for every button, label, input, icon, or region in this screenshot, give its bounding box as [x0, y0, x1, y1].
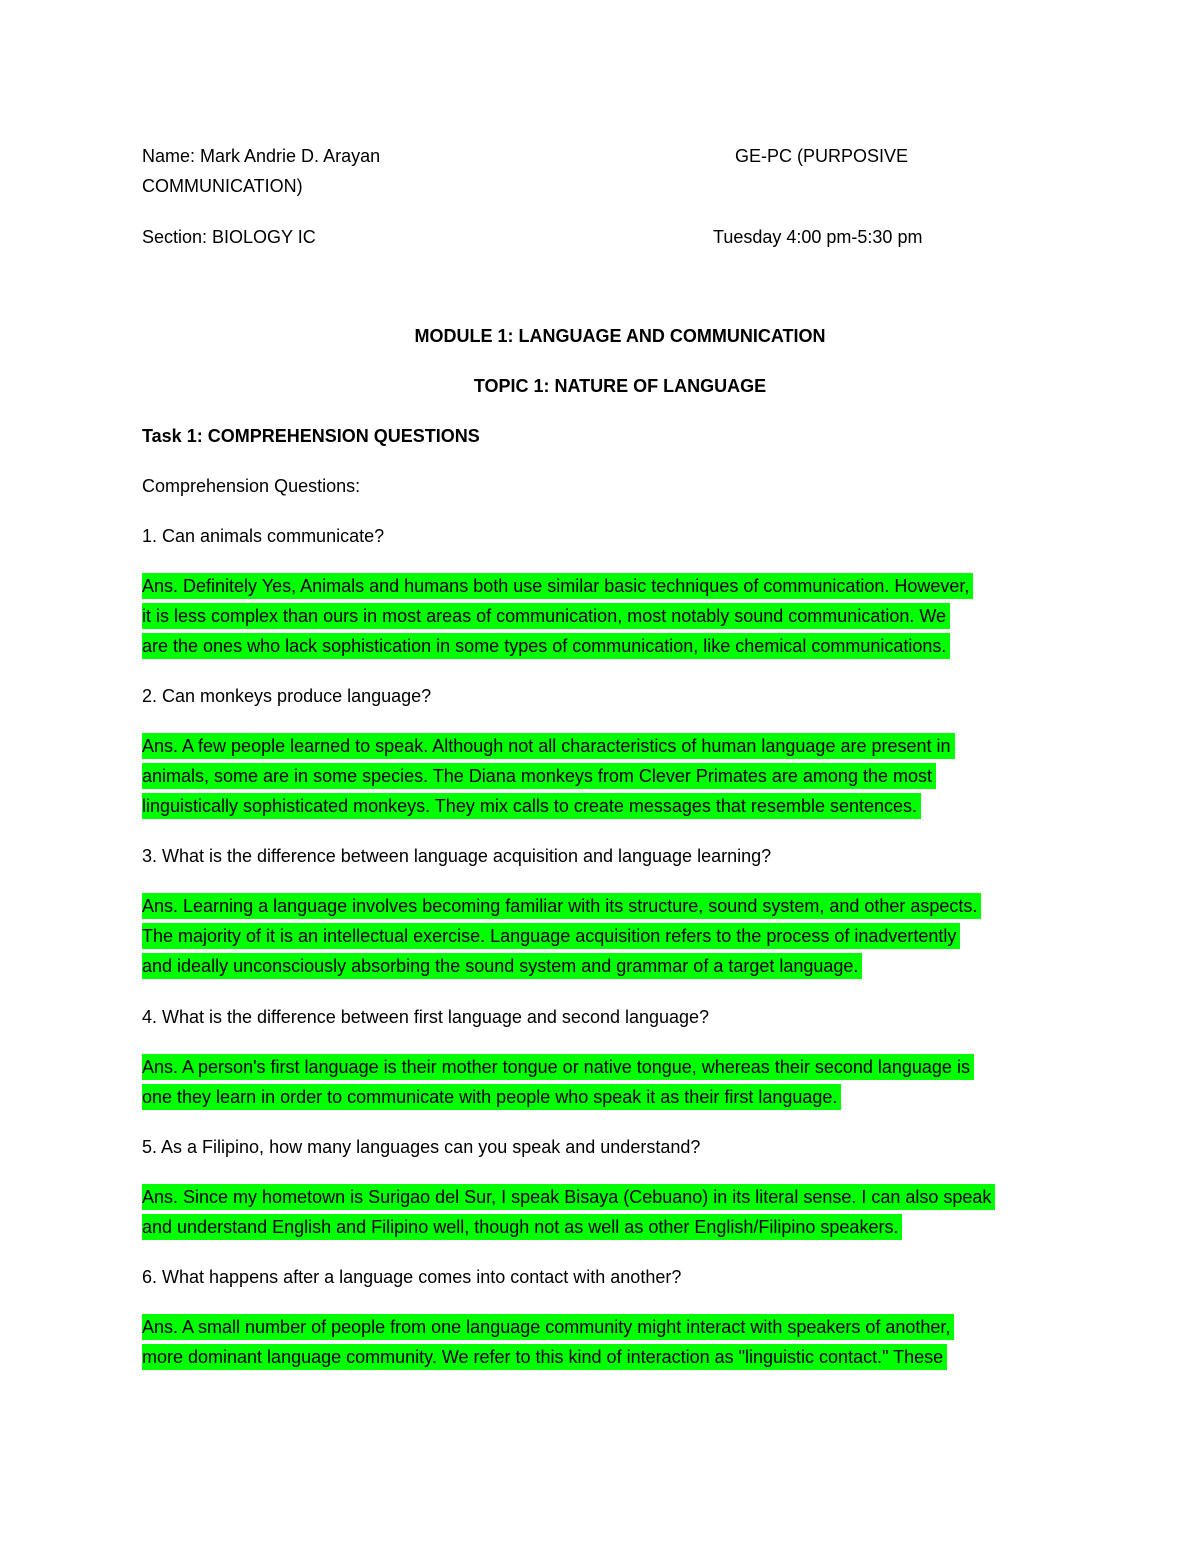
question-6: 6. What happens after a language comes into contact with another?: [142, 1267, 682, 1287]
highlighted-text: Ans. Definitely Yes, Animals and humans both use similar basic techniques of communication. However,: [142, 573, 973, 599]
student-name: Name: Mark Andrie D. Arayan: [142, 146, 381, 166]
answer-5-line-1: [142, 1186, 995, 1208]
answer-2-line-3: [142, 795, 921, 817]
class-schedule: Tuesday 4:00 pm-5:30 pm: [713, 227, 923, 247]
answer-2-line-1: [142, 735, 955, 757]
topic-title: TOPIC 1: NATURE OF LANGUAGE: [473, 376, 767, 396]
highlighted-text: linguistically sophisticated monkeys. They mix calls to create messages that resemble sentences.: [142, 793, 921, 819]
highlighted-text: Ans. A person's first language is their mother tongue or native tongue, whereas their second language is: [142, 1054, 974, 1080]
answer-1-line-1: [142, 575, 973, 597]
task-title: Task 1: COMPREHENSION QUESTIONS: [142, 426, 480, 446]
highlighted-text: Ans. Since my hometown is Surigao del Sur, I speak Bisaya (Cebuano) in its literal sense. I can also speak: [142, 1184, 995, 1210]
highlighted-text: animals, some are in some species. The Diana monkeys from Clever Primates are among the most: [142, 763, 936, 789]
answer-3-line-3: [142, 955, 862, 977]
module-title: MODULE 1: LANGUAGE AND COMMUNICATION: [414, 326, 826, 346]
question-4: 4. What is the difference between first language and second language?: [142, 1007, 710, 1027]
question-5: 5. As a Filipino, how many languages can you speak and understand?: [142, 1137, 701, 1157]
answer-5-line-2: [142, 1216, 902, 1238]
highlighted-text: and ideally unconsciously absorbing the sound system and grammar of a target language.: [142, 953, 862, 979]
answer-4-line-1: [142, 1056, 974, 1078]
highlighted-text: and understand English and Filipino well, though not as well as other English/Filipino speakers.: [142, 1214, 902, 1240]
answer-6-line-1: [142, 1316, 954, 1338]
answer-1-line-2: [142, 605, 950, 627]
highlighted-text: it is less complex than ours in most areas of communication, most notably sound communication. We: [142, 603, 950, 629]
highlighted-text: more dominant language community. We refer to this kind of interaction as "linguistic contact." These: [142, 1344, 947, 1370]
section-label: Section: BIOLOGY IC: [142, 227, 316, 247]
question-1: 1. Can animals communicate?: [142, 526, 385, 546]
highlighted-text: Ans. A few people learned to speak. Although not all characteristics of human language are present in: [142, 733, 955, 759]
highlighted-text: Ans. A small number of people from one language community might interact with speakers of another,: [142, 1314, 954, 1340]
answer-4-line-2: [142, 1086, 841, 1108]
course-title-part-1: GE-PC (PURPOSIVE: [735, 146, 909, 166]
highlighted-text: one they learn in order to communicate with people who speak it as their first language.: [142, 1084, 841, 1110]
questions-subheading: Comprehension Questions:: [142, 476, 361, 496]
answer-6-line-2: [142, 1346, 947, 1368]
question-2: 2. Can monkeys produce language?: [142, 686, 432, 706]
highlighted-text: The majority of it is an intellectual exercise. Language acquisition refers to the process of inadvertently: [142, 923, 960, 949]
answer-2-line-2: [142, 765, 936, 787]
highlighted-text: are the ones who lack sophistication in some types of communication, like chemical communications.: [142, 633, 950, 659]
course-title-part-2: COMMUNICATION): [142, 176, 303, 196]
question-3: 3. What is the difference between language acquisition and language learning?: [142, 846, 772, 866]
highlighted-text: Ans. Learning a language involves becoming familiar with its structure, sound system, and other aspects.: [142, 893, 981, 919]
answer-3-line-2: [142, 925, 960, 947]
answer-3-line-1: [142, 895, 981, 917]
answer-1-line-3: [142, 635, 950, 657]
